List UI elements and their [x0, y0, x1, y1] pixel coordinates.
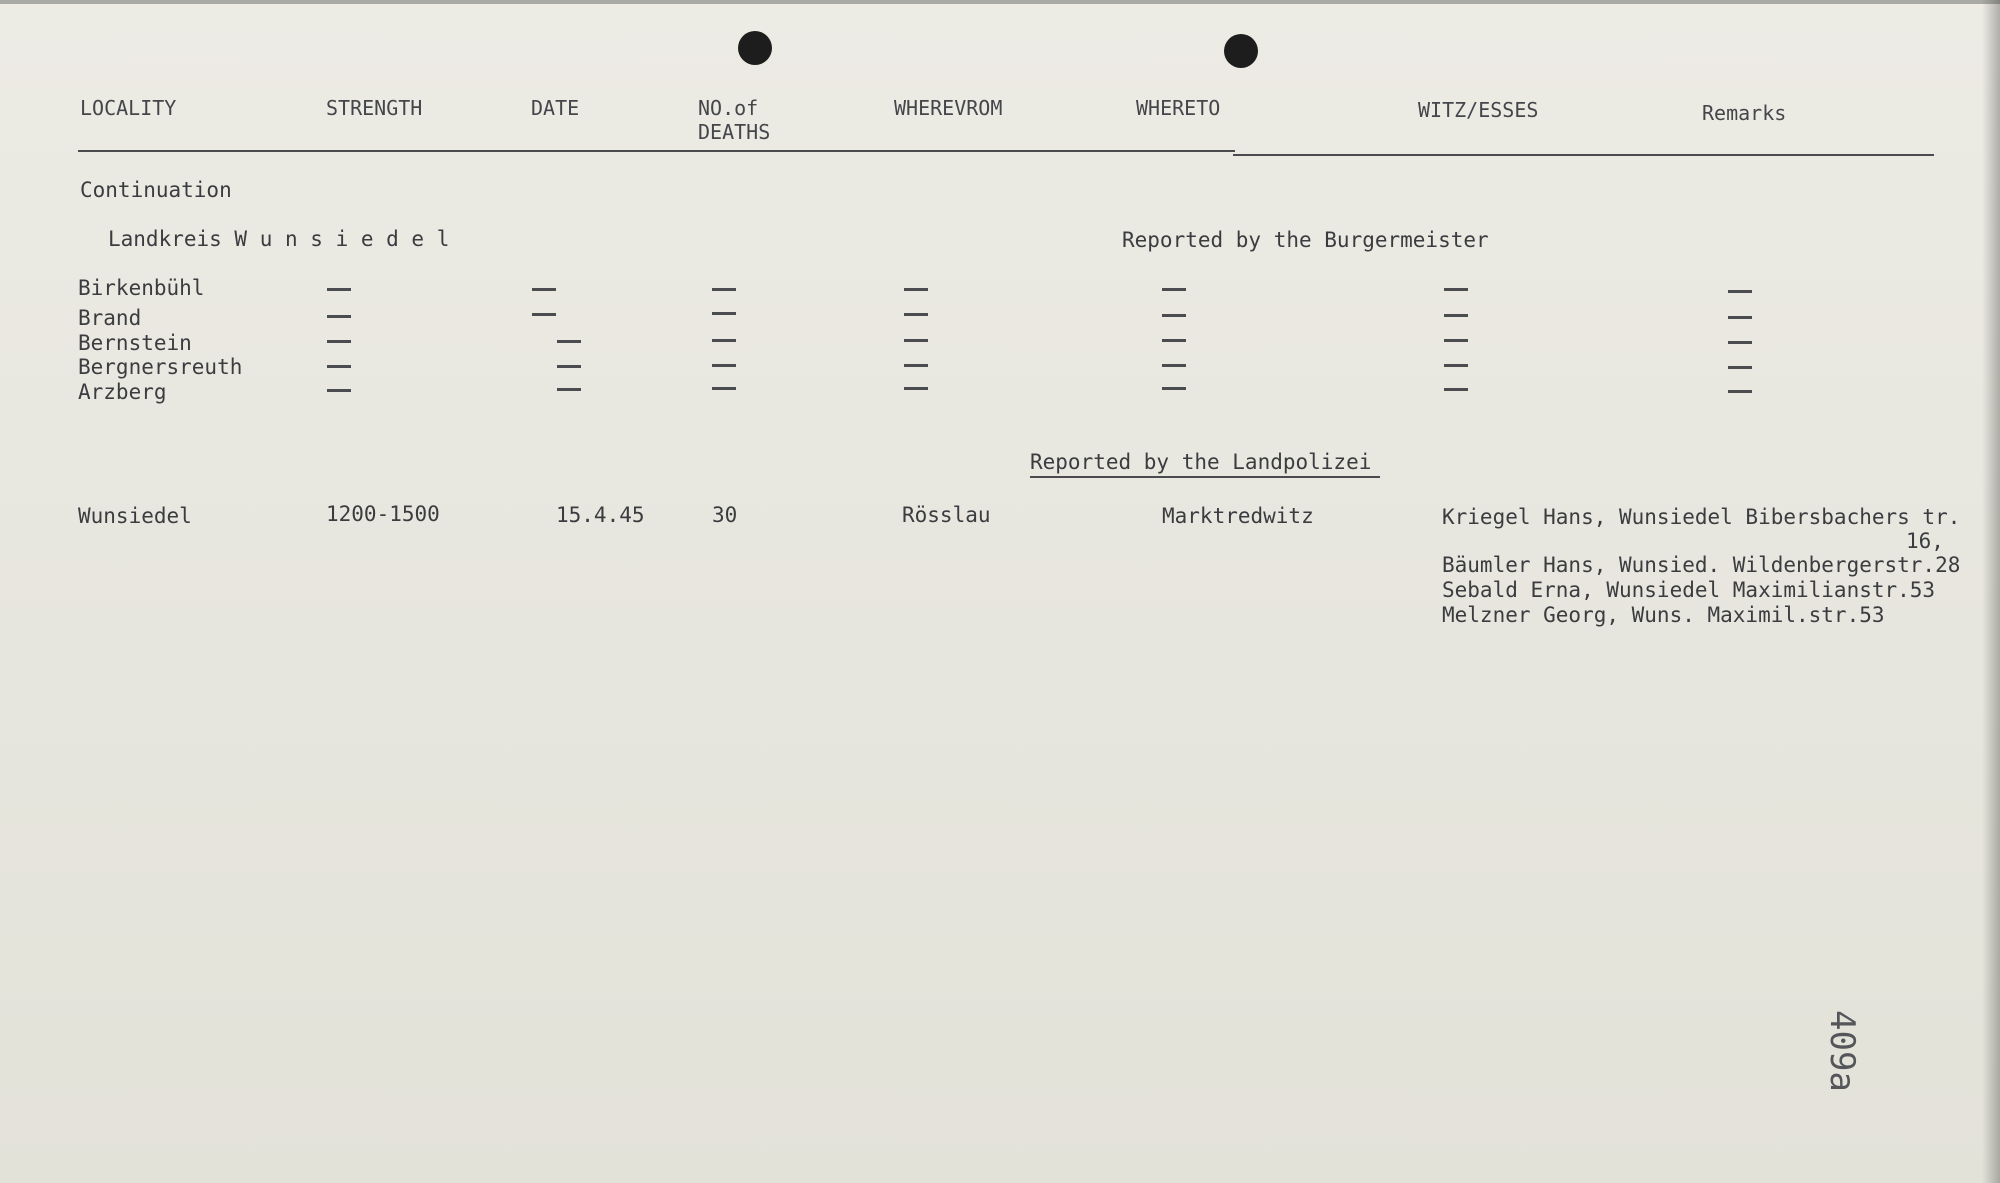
dash — [904, 288, 928, 291]
dash — [1162, 339, 1186, 342]
entry-date: 15.4.45 — [556, 503, 645, 527]
dash — [327, 389, 351, 392]
section-title-burgermeister: Reported by the Burgermeister — [1122, 228, 1489, 252]
dash — [712, 339, 736, 342]
dash — [1444, 339, 1468, 342]
dash — [904, 387, 928, 390]
locality-brand: Brand — [78, 306, 142, 330]
witness-line-3: Sebald Erna, Wunsiedel Maximilianstr.53 — [1442, 578, 1936, 602]
dash — [1728, 316, 1752, 319]
dash — [1728, 290, 1752, 293]
entry-wherefrom: Rösslau — [902, 503, 991, 527]
dash — [1162, 387, 1186, 390]
entry-strength: 1200-1500 — [326, 502, 440, 526]
punch-hole-right — [1224, 34, 1258, 68]
witness-line-2: Bäumler Hans, Wunsied. Wildenbergerstr.28 — [1442, 553, 1961, 577]
dash — [557, 388, 581, 391]
dash — [557, 340, 581, 343]
continuation-label: Continuation — [80, 178, 232, 202]
header-remarks: Remarks — [1702, 101, 1787, 125]
header-wherefrom: WHEREVROM — [894, 96, 1003, 120]
header-deaths-line1: NO.of — [698, 96, 759, 120]
dash — [327, 288, 351, 291]
dash — [1162, 364, 1186, 367]
witness-line-4: Melzner Georg, Wuns. Maximil.str.53 — [1442, 603, 1885, 627]
dash — [904, 313, 928, 316]
entry-deaths: 30 — [712, 503, 738, 527]
header-whereto: WHERETO — [1136, 96, 1221, 120]
locality-arzberg: Arzberg — [78, 380, 167, 404]
dash — [712, 288, 736, 291]
dash — [327, 340, 351, 343]
dash — [1728, 390, 1752, 393]
dash — [1444, 364, 1468, 367]
dash — [1728, 366, 1752, 369]
locality-bernstein: Bernstein — [78, 331, 192, 355]
dash — [327, 315, 351, 318]
header-deaths-line2: DEATHS — [698, 120, 771, 144]
paper-top-edge — [0, 0, 2000, 4]
dash — [712, 387, 736, 390]
dash — [1444, 388, 1468, 391]
dash — [712, 364, 736, 367]
dash — [712, 312, 736, 315]
punch-hole-left — [738, 31, 772, 65]
dash — [904, 339, 928, 342]
dash — [532, 288, 556, 291]
dash — [1444, 314, 1468, 317]
dash — [1728, 341, 1752, 344]
dash — [1162, 314, 1186, 317]
section-title-landpolizei: Reported by the Landpolizei — [1030, 450, 1372, 474]
witness-line-1: Kriegel Hans, Wunsiedel Bibersbachers tr. — [1442, 505, 1961, 529]
header-strength: STRENGTH — [326, 96, 423, 120]
header-rule-left — [78, 150, 1235, 152]
header-rule-right — [1233, 154, 1934, 156]
locality-birkenbuehl: Birkenbühl — [78, 276, 205, 300]
dash — [904, 364, 928, 367]
page-number-stamp: 409a — [1822, 1010, 1862, 1092]
dash — [557, 365, 581, 368]
header-date: DATE — [531, 96, 580, 120]
locality-bergnersreuth: Bergnersreuth — [78, 355, 243, 379]
entry-locality: Wunsiedel — [78, 504, 192, 528]
entry-whereto: Marktredwitz — [1162, 504, 1314, 528]
header-witnesses: WITZ/ESSES — [1418, 98, 1539, 122]
witness-line-1-cont: 16, — [1906, 529, 1944, 553]
paper-right-edge — [1982, 0, 2000, 1183]
dash — [1444, 288, 1468, 291]
dash — [1162, 288, 1186, 291]
header-locality: LOCALITY — [80, 96, 177, 120]
dash — [532, 313, 556, 316]
dash — [327, 365, 351, 368]
district-label: Landkreis W u n s i e d e l — [108, 227, 450, 251]
section-title-underline — [1030, 476, 1380, 478]
